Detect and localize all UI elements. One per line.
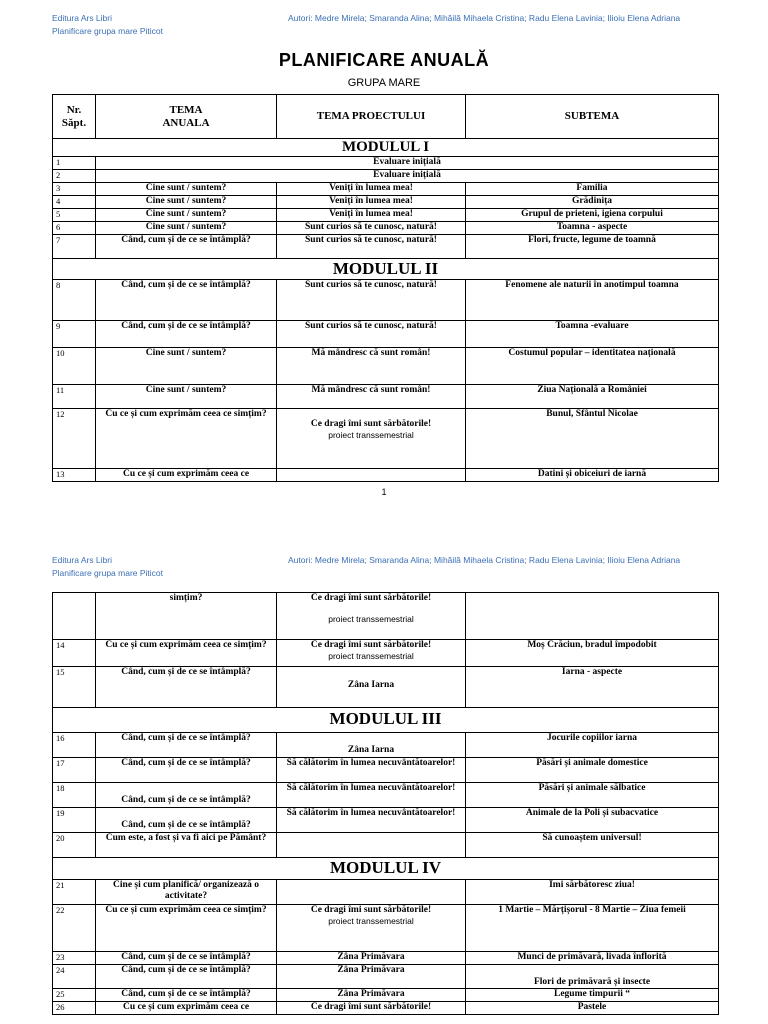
table-row <box>53 758 719 783</box>
header-publisher: Editura Ars Libri <box>52 13 112 23</box>
tema-cell: Cine sunt / suntem? <box>96 196 277 209</box>
subtema-cell: Familia <box>466 183 719 196</box>
subtema-cell: Păsări și animale domestice <box>466 758 719 783</box>
subtema-cell: Pastele <box>466 1002 719 1015</box>
week-nr: 23 <box>53 952 96 965</box>
week-nr: 4 <box>53 196 96 209</box>
table-row <box>53 1002 719 1015</box>
week-nr: 9 <box>53 321 96 348</box>
header-doc-name: Planificare grupa mare Piticot <box>52 26 164 36</box>
tema-cell: Când, cum și de ce se întâmplă? <box>96 952 277 965</box>
week-nr: 1 <box>53 157 96 170</box>
table-row <box>53 222 719 235</box>
proiect-cell <box>277 469 466 482</box>
proiect-cell: Sunt curios să te cunosc, natură! <box>277 280 466 321</box>
week-nr: 8 <box>53 280 96 321</box>
subtema-cell: Ziua Națională a României <box>466 385 719 409</box>
week-nr: 17 <box>53 758 96 783</box>
table-row <box>53 385 719 409</box>
table-row <box>53 965 719 989</box>
tema-cell: Când, cum și de ce se întâmplă? <box>96 667 277 708</box>
tema-cell: Cine sunt / suntem? <box>96 348 277 385</box>
proiect-cell: Mă mândresc că sunt român! <box>277 385 466 409</box>
week-nr: 10 <box>53 348 96 385</box>
planning-table-2 <box>52 592 719 1015</box>
week-nr: 16 <box>53 733 96 758</box>
tema-cell: Când, cum și de ce se întâmplă? <box>96 808 277 833</box>
table-row <box>53 783 719 808</box>
week-nr: 21 <box>53 880 96 905</box>
table-row <box>53 880 719 905</box>
table-row <box>53 321 719 348</box>
week-nr: 18 <box>53 783 96 808</box>
week-nr: 7 <box>53 235 96 259</box>
subtema-cell: Bunul, Sfântul Nicolae <box>466 409 719 469</box>
week-nr: 26 <box>53 1002 96 1015</box>
proiect-cell <box>277 880 466 905</box>
subtema-cell: Iarna - aspecte <box>466 667 719 708</box>
table-row <box>53 170 719 183</box>
table-row <box>53 409 719 469</box>
proiect-cell: Veniți în lumea mea! <box>277 196 466 209</box>
tema-cell: Cine sunt / suntem? <box>96 385 277 409</box>
week-nr: 12 <box>53 409 96 469</box>
table-row <box>53 733 719 758</box>
tema-cell: simțim? <box>96 593 277 640</box>
module-row <box>53 858 719 880</box>
proiect-cell <box>277 833 466 858</box>
proiect-cell: Ce dragi îmi sunt sărbătorile! proiect transsemestrial <box>277 409 466 469</box>
tema-cell: Cine sunt / suntem? <box>96 183 277 196</box>
table-row <box>53 348 719 385</box>
week-nr: 3 <box>53 183 96 196</box>
module-title: MODULUL IV <box>53 858 719 880</box>
subtema-cell: Munci de primăvară, livada înflorită <box>466 952 719 965</box>
week-nr: 14 <box>53 640 96 667</box>
table-row <box>53 469 719 482</box>
week-nr: 20 <box>53 833 96 858</box>
tema-cell: Când, cum și de ce se întâmplă? <box>96 733 277 758</box>
module-row <box>53 259 719 280</box>
week-nr: 13 <box>53 469 96 482</box>
tema-cell: Cine și cum planifică/ organizează o activitate? <box>96 880 277 905</box>
subtema-cell: Păsări și animale sălbatice <box>466 783 719 808</box>
table-row <box>53 593 719 640</box>
proiect-cell: Ce dragi îmi sunt sărbătorile! proiect transsemestrial <box>277 640 466 667</box>
tema-cell: Când, cum și de ce se întâmplă? <box>96 321 277 348</box>
subtema-cell: Costumul popular – identitatea națională <box>466 348 719 385</box>
proiect-cell: Să călătorim în lumea necuvântătoarelor! <box>277 783 466 808</box>
proiect-cell: Ce dragi îmi sunt sărbătorile! proiect transsemestrial <box>277 905 466 952</box>
module-title: MODULUL III <box>53 708 719 733</box>
week-nr: 2 <box>53 170 96 183</box>
table-row <box>53 833 719 858</box>
table-row <box>53 209 719 222</box>
proiect-cell: Veniți în lumea mea! <box>277 209 466 222</box>
page-title: PLANIFICARE ANUALĂ <box>278 50 490 70</box>
proiect-cell: Ce dragi îmi sunt sărbătorile! proiect transsemestrial <box>277 593 466 640</box>
tema-cell: Când, cum și de ce se întâmplă? <box>96 758 277 783</box>
tema-cell: Cine sunt / suntem? <box>96 222 277 235</box>
subtema-cell: Să cunoaștem universul! <box>466 833 719 858</box>
module-row <box>53 708 719 733</box>
tema-cell: Cu ce și cum exprimăm ceea ce simțim? <box>96 640 277 667</box>
subtema-cell: Îmi sărbătoresc ziua! <box>466 880 719 905</box>
subtema-cell: 1 Martie – Mărțișorul - 8 Martie – Ziua femeii <box>466 905 719 952</box>
proiect-cell: Să călătorim în lumea necuvântătoarelor! <box>277 808 466 833</box>
header-authors: Autori: Medre Mirela; Smaranda Alina; Mihăilă Mihaela Cristina; Radu Elena Lavinia; Ilioiu Elena Adriana <box>288 555 681 565</box>
week-nr: 15 <box>53 667 96 708</box>
week-nr: 5 <box>53 209 96 222</box>
col-header-tema: TEMA ANUALA <box>96 95 277 139</box>
table-row <box>53 989 719 1002</box>
merged-cell: Evaluare inițială <box>96 170 719 183</box>
subtema-cell: Grupul de prieteni, igiena corpului <box>466 209 719 222</box>
tema-cell: Când, cum și de ce se întâmplă? <box>96 280 277 321</box>
table-row <box>53 157 719 170</box>
subtema-cell: Animale de la Poli și subacvatice <box>466 808 719 833</box>
proiect-cell: Zâna Primăvara <box>277 952 466 965</box>
proiect-cell: Zâna Iarna <box>277 667 466 708</box>
table-row <box>53 280 719 321</box>
tema-cell: Cu ce și cum exprimăm ceea ce simțim? <box>96 905 277 952</box>
tema-cell: Când, cum și de ce se întâmplă? <box>96 235 277 259</box>
table-row <box>53 667 719 708</box>
page-number: 1 <box>381 487 387 497</box>
subtema-cell: Legume timpurii “ <box>466 989 719 1002</box>
planning-table-1 <box>52 94 719 482</box>
col-header-nr: Nr. Săpt. <box>53 95 96 139</box>
header-authors: Autori: Medre Mirela; Smaranda Alina; Mihăilă Mihaela Cristina; Radu Elena Lavinia; Ilioiu Elena Adriana <box>288 13 681 23</box>
page-subtitle: GRUPA MARE <box>347 77 421 89</box>
tema-cell: Cu ce și cum exprimăm ceea ce <box>96 1002 277 1015</box>
tema-cell: Când, cum și de ce se întâmplă? <box>96 783 277 808</box>
header-left <box>52 554 163 580</box>
page-2 <box>0 520 768 1024</box>
tema-cell: Când, cum și de ce se întâmplă? <box>96 989 277 1002</box>
module-row <box>53 139 719 157</box>
proiect-cell: Veniți în lumea mea! <box>277 183 466 196</box>
week-nr: 25 <box>53 989 96 1002</box>
table-row <box>53 905 719 952</box>
subtema-cell: Flori, fructe, legume de toamnă <box>466 235 719 259</box>
proiect-cell: Să călătorim în lumea necuvântătoarelor! <box>277 758 466 783</box>
header-doc-name: Planificare grupa mare Piticot <box>52 568 164 578</box>
subtema-cell: Fenomene ale naturii în anotimpul toamna <box>466 280 719 321</box>
subtema-cell: Toamna -evaluare <box>466 321 719 348</box>
proiect-cell: Sunt curios să te cunosc, natură! <box>277 235 466 259</box>
header-publisher: Editura Ars Libri <box>52 555 112 565</box>
subtema-cell: Toamna - aspecte <box>466 222 719 235</box>
module-title: MODULUL I <box>53 139 719 157</box>
week-nr: 19 <box>53 808 96 833</box>
col-header-subtema: SUBTEMA <box>466 95 719 139</box>
subtema-cell <box>466 593 719 640</box>
table-row <box>53 808 719 833</box>
proiect-cell: Sunt curios să te cunosc, natură! <box>277 222 466 235</box>
col-header-proiect: TEMA PROECTULUI <box>277 95 466 139</box>
proiect-cell: Zâna Primăvara <box>277 965 466 989</box>
week-nr: 11 <box>53 385 96 409</box>
proiect-cell: Mă mândresc că sunt român! <box>277 348 466 385</box>
week-nr: 6 <box>53 222 96 235</box>
tema-cell: Cine sunt / suntem? <box>96 209 277 222</box>
table-row <box>53 183 719 196</box>
subtema-cell: Flori de primăvară și insecte <box>466 965 719 989</box>
week-nr <box>53 593 96 640</box>
subtema-cell: Datini și obiceiuri de iarnă <box>466 469 719 482</box>
subtema-cell: Moș Crăciun, bradul împodobit <box>466 640 719 667</box>
proiect-cell: Zâna Iarna <box>277 733 466 758</box>
tema-cell: Cum este, a fost și va fi aici pe Pământ? <box>96 833 277 858</box>
subtema-cell: Grădinița <box>466 196 719 209</box>
header-left <box>52 12 163 38</box>
table-header-row <box>53 95 719 139</box>
subtema-cell: Jocurile copiilor iarna <box>466 733 719 758</box>
table-row <box>53 235 719 259</box>
week-nr: 22 <box>53 905 96 952</box>
tema-cell: Cu ce și cum exprimăm ceea ce <box>96 469 277 482</box>
proiect-cell: Ce dragi îmi sunt sărbătorile! <box>277 1002 466 1015</box>
module-title: MODULUL II <box>53 259 719 280</box>
week-nr: 24 <box>53 965 96 989</box>
table-row <box>53 196 719 209</box>
proiect-cell: Sunt curios să te cunosc, natură! <box>277 321 466 348</box>
table-row <box>53 952 719 965</box>
tema-cell: Cu ce și cum exprimăm ceea ce simțim? <box>96 409 277 469</box>
merged-cell: Evaluare inițială <box>96 157 719 170</box>
proiect-cell: Zâna Primăvara <box>277 989 466 1002</box>
tema-cell: Când, cum și de ce se întâmplă? <box>96 965 277 989</box>
table-row <box>53 640 719 667</box>
